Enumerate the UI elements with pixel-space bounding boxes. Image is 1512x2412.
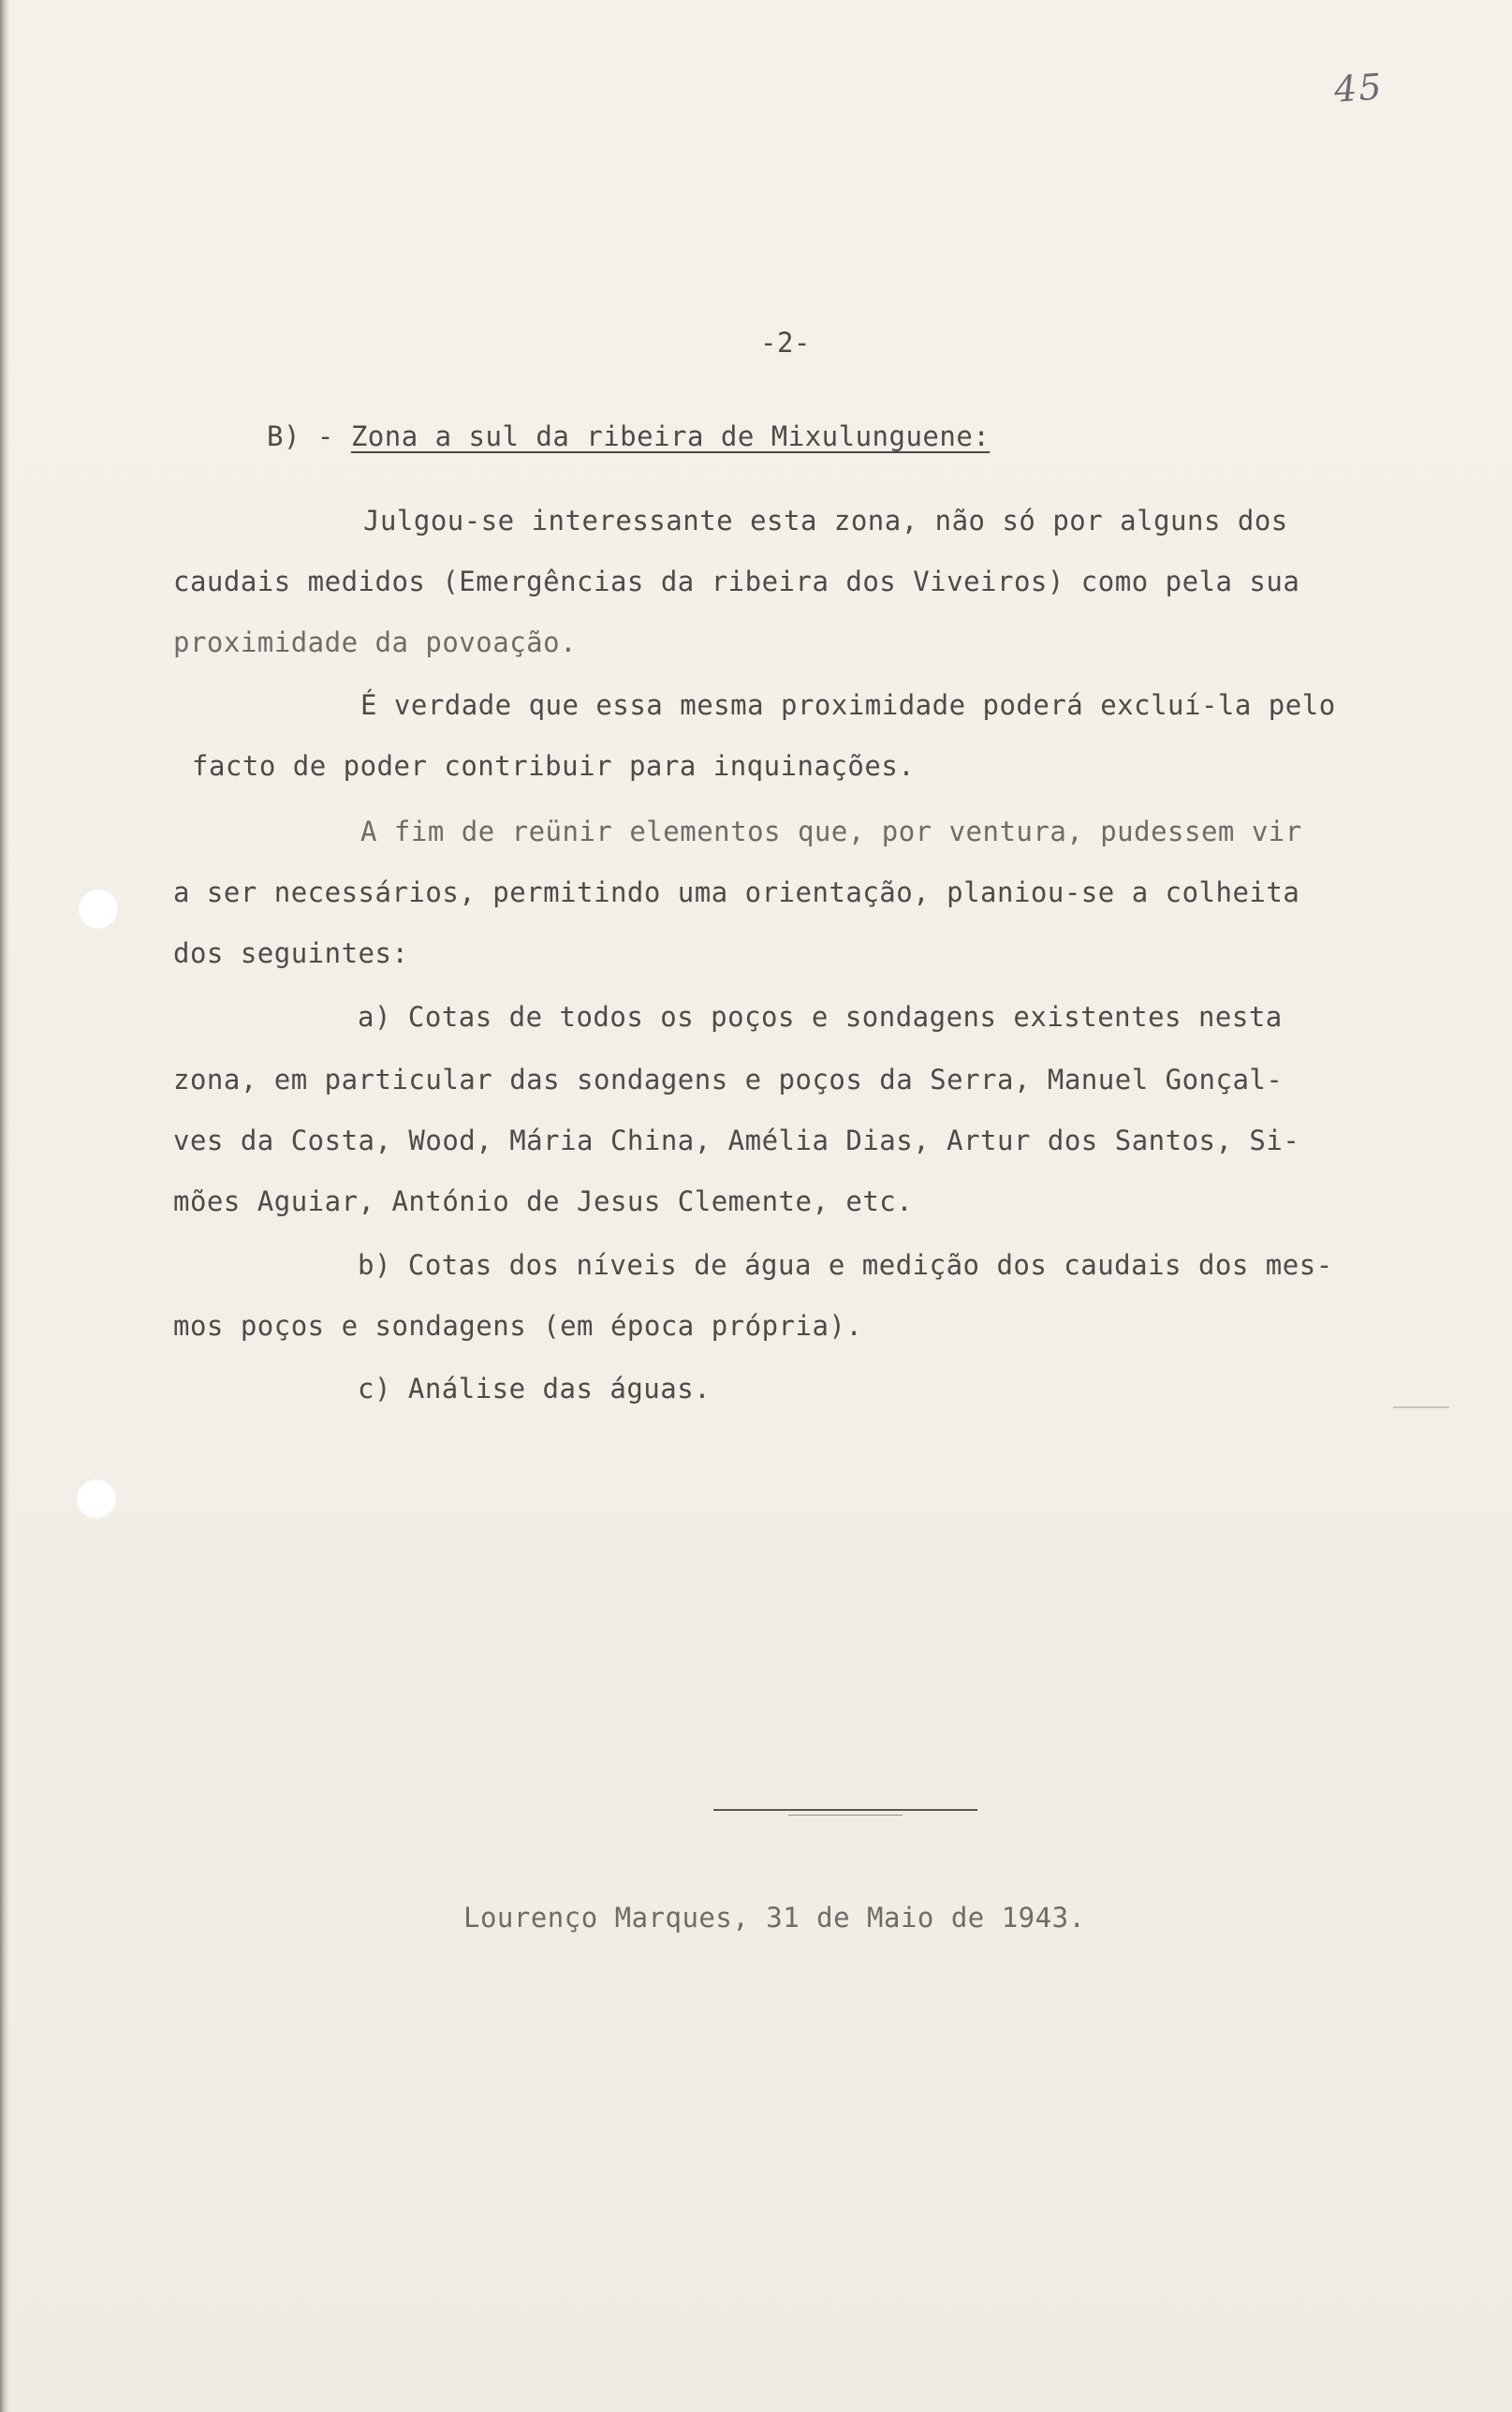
- list-item-line: a) Cotas de todos os poços e sondagens existentes nesta: [358, 1001, 1283, 1033]
- place-date-signoff: Lourenço Marques, 31 de Maio de 1943.: [463, 1902, 1086, 1934]
- section-heading-title: Zona a sul da ribeira de Mixulunguene:: [350, 420, 991, 452]
- list-item-line: c) Análise das águas.: [358, 1373, 712, 1405]
- punch-hole-top: [77, 888, 118, 929]
- paragraph-line: caudais medidos (Emergências da ribeira dos Viveiros) como pela sua: [173, 566, 1300, 597]
- handwritten-page-number: 45: [1332, 66, 1385, 110]
- paragraph-line: facto de poder contribuir para inquinações.: [192, 750, 916, 782]
- paragraph-line: Julgou-se interessante esta zona, não só por alguns dos: [363, 505, 1288, 537]
- paragraph-line: dos seguintes:: [173, 937, 409, 969]
- section-heading-prefix: B) -: [267, 420, 351, 452]
- section-heading: [267, 419, 990, 453]
- list-item-line: mos poços e sondagens (em época própria).: [173, 1310, 863, 1342]
- list-item-line: b) Cotas dos níveis de água e medição dos caudais dos mes-: [358, 1249, 1333, 1281]
- typed-page-number: -2-: [760, 327, 811, 359]
- list-item-line: zona, em particular das sondagens e poços da Serra, Manuel Gonçal-: [173, 1064, 1284, 1096]
- paragraph-line: A fim de reünir elementos que, por ventura, pudessem vir: [360, 816, 1302, 847]
- list-item-line: ves da Costa, Wood, Mária China, Amélia Dias, Artur dos Santos, Si-: [173, 1125, 1300, 1156]
- punch-hole-bottom: [75, 1478, 116, 1519]
- paragraph-line: a ser necessários, permitindo uma orientação, planiou-se a colheita: [173, 876, 1300, 908]
- closing-rule: [713, 1809, 977, 1811]
- page-edge-shadow: [0, 0, 9, 2412]
- paragraph-line: É verdade que essa mesma proximidade poderá excluí-la pelo: [360, 689, 1336, 721]
- list-item-line: mões Aguiar, António de Jesus Clemente, etc.: [173, 1185, 914, 1217]
- stray-mark: [1393, 1406, 1449, 1408]
- paragraph-line: proximidade da povoação.: [173, 626, 578, 658]
- closing-rule-double: [788, 1815, 903, 1816]
